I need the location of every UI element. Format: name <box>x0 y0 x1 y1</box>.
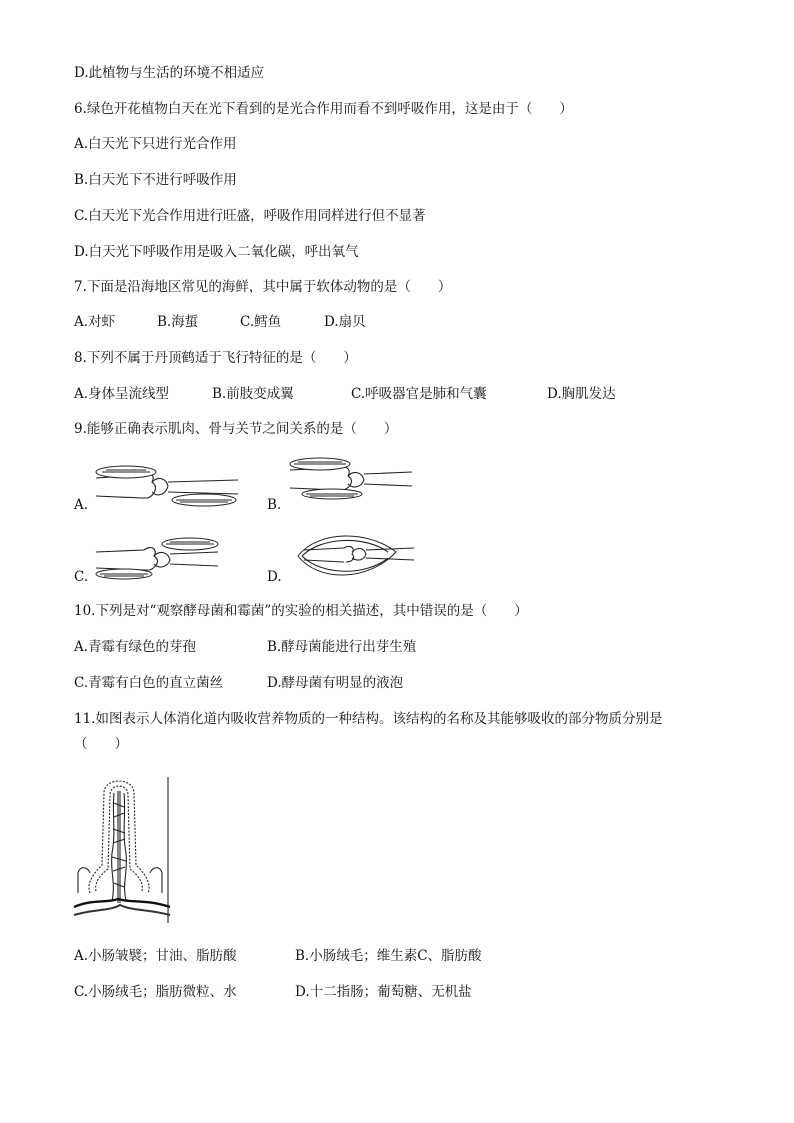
question-7-option-c: C.鳕鱼 <box>240 314 282 330</box>
question-11-option-a: A.小肠皱襞；甘油、脂肪酸 <box>74 948 237 964</box>
question-11-option-d: D.十二指肠；葡萄糖、无机盐 <box>295 984 472 1000</box>
question-7-stem: 7.下面是沿海地区常见的海鲜，其中属于软体动物的是（ ） <box>74 279 452 295</box>
question-7-option-d: D.扇贝 <box>324 314 366 330</box>
question-9-option-b-label: B. <box>267 497 282 513</box>
question-9-stem: 9.能够正确表示肌肉、骨与关节之间关系的是（ ） <box>74 421 398 437</box>
question-10-option-d: D.酵母菌有明显的液泡 <box>267 675 404 691</box>
question-8-stem: 8.下列不属于丹顶鹤适于飞行特征的是（ ） <box>74 350 357 366</box>
question-9-option-d-label: D. <box>267 569 282 585</box>
question-8-option-b: B.前肢变成翼 <box>212 386 294 402</box>
muscle-bone-diagram-c <box>92 536 222 580</box>
question-8-option-c: C.呼吸器官是肺和气囊 <box>351 386 487 402</box>
question-10-option-a: A.青霉有绿色的芽孢 <box>74 639 197 655</box>
question-9-option-c-label: C. <box>74 569 89 585</box>
muscle-bone-diagram-b <box>286 456 416 502</box>
question-6-option-c: C.白天光下光合作用进行旺盛，呼吸作用同样进行但不显著 <box>74 208 426 224</box>
intestinal-villus-diagram <box>72 773 172 925</box>
question-8-option-a: A.身体呈流线型 <box>74 386 170 402</box>
question-9-option-a-label: A. <box>74 497 89 513</box>
muscle-bone-diagram-a <box>92 462 242 508</box>
question-7-option-a: A.对虾 <box>74 314 116 330</box>
question-10-stem: 10.下列是对“观察酵母菌和霉菌”的实验的相关描述，其中错误的是（ ） <box>74 603 528 619</box>
question-6-stem: 6.绿色开花植物白天在光下看到的是光合作用而看不到呼吸作用，这是由于（ ） <box>74 101 573 117</box>
question-11-stem: 11.如图表示人体消化道内吸收营养物质的一种结构。该结构的名称及其能够吸收的部分物质分别是 <box>74 711 663 727</box>
question-11-option-b: B.小肠绒毛；维生素C、脂肪酸 <box>295 948 482 964</box>
question-5-option-d: D.此植物与生活的环境不相适应 <box>74 65 265 81</box>
muscle-bone-diagram-d <box>288 528 418 584</box>
question-11-stem-bracket: （ ） <box>74 736 128 752</box>
question-7-option-b: B.海蜇 <box>157 314 199 330</box>
question-8-option-d: D.胸肌发达 <box>547 386 616 402</box>
question-6-option-b: B.白天光下不进行呼吸作用 <box>74 172 237 188</box>
question-6-option-d: D.白天光下呼吸作用是吸入二氧化碳，呼出氧气 <box>74 244 359 260</box>
question-10-option-b: B.酵母菌能进行出芽生殖 <box>267 639 417 655</box>
question-10-option-c: C.青霉有白色的直立菌丝 <box>74 675 224 691</box>
question-6-option-a: A.白天光下只进行光合作用 <box>74 136 237 152</box>
question-11-option-c: C.小肠绒毛；脂肪微粒、水 <box>74 984 237 1000</box>
